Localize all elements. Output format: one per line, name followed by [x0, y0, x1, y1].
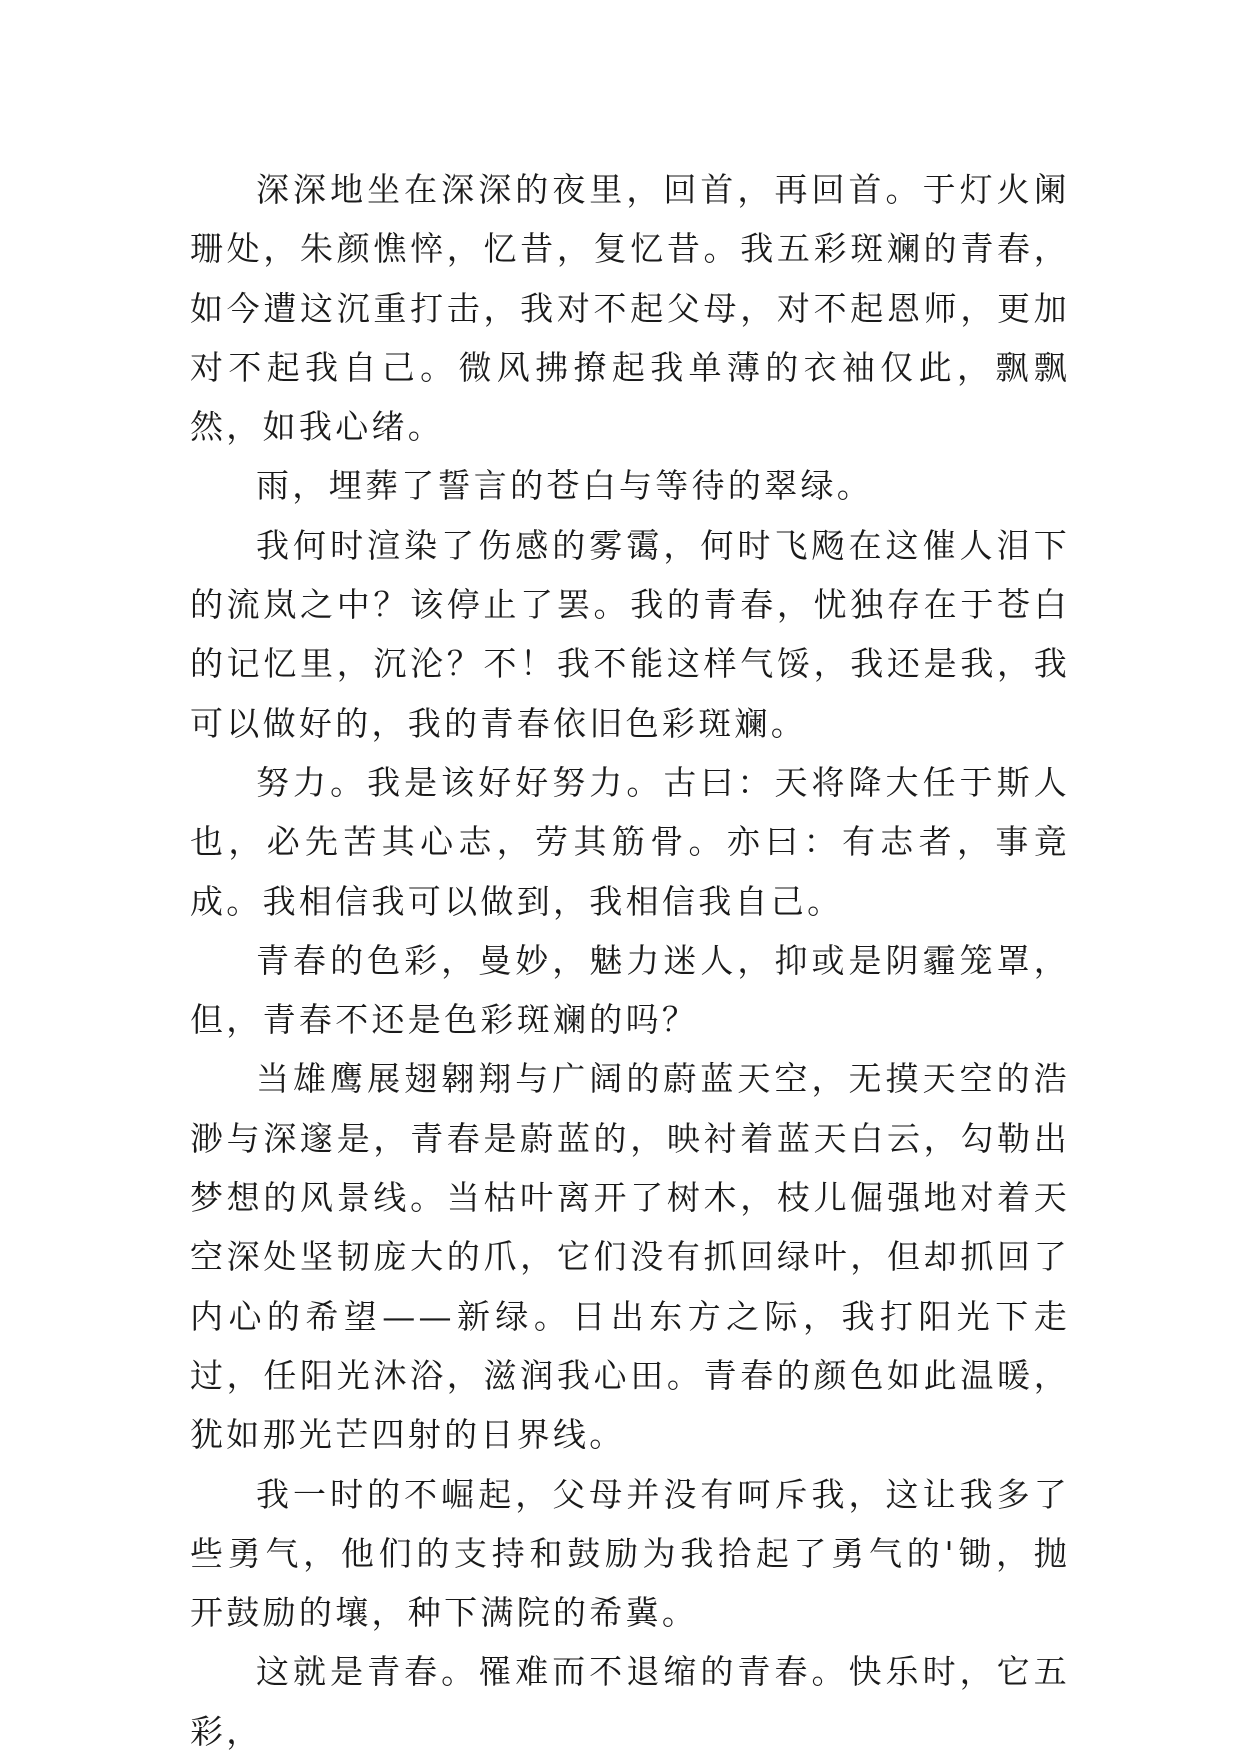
- paragraph: 我一时的不崛起，父母并没有呵斥我，这让我多了些勇气，他们的支持和鼓励为我拾起了勇气的'锄，抛开鼓励的壤，种下满院的希冀。: [190, 1474, 1070, 1633]
- paragraph: 当雄鹰展翅翱翔与广阔的蔚蓝天空，无摸天空的浩渺与深邃是，青春是蔚蓝的，映衬着蓝天白云，勾勒出梦想的风景线。当枯叶离开了树木，枝儿倔强地对着天空深处坚韧庞大的爪，它们没有抓回绿叶，但却抓回了内心的希望——新绿。日出东方之际，我打阳光下走过，任阳光沐浴，滋润我心田。青春的颜色如此温暖，犹如那光芒四射的日界线。: [190, 1059, 1070, 1455]
- paragraph: 我何时渲染了伤感的雾霭，何时飞飏在这催人泪下的流岚之中？该停止了罢。我的青春，忧独存在于苍白的记忆里，沉沦？不！我不能这样气馁，我还是我，我可以做好的，我的青春依旧色彩斑斓。: [190, 525, 1070, 743]
- document-body: [190, 160, 1070, 1761]
- paragraph: 努力。我是该好好努力。古曰：天将降大任于斯人也，必先苦其心志，劳其筋骨。亦曰：有志者，事竟成。我相信我可以做到，我相信我自己。: [190, 762, 1070, 921]
- paragraph: 青春的色彩，曼妙，魅力迷人，抑或是阴霾笼罩，但，青春不还是色彩斑斓的吗？: [190, 940, 1070, 1040]
- paragraph: 这就是青春。罹难而不退缩的青春。快乐时，它五彩，: [190, 1652, 1070, 1751]
- paragraph: 雨，埋葬了誓言的苍白与等待的翠绿。: [256, 466, 874, 506]
- paragraph: 深深地坐在深深的夜里，回首，再回首。于灯火阑珊处，朱颜憔悴，忆昔，复忆昔。我五彩斑斓的青春，如今遭这沉重打击，我对不起父母，对不起恩师，更加对不起我自己。微风拂撩起我单薄的衣袖仅此，飘飘然，如我心绪。: [190, 170, 1070, 447]
